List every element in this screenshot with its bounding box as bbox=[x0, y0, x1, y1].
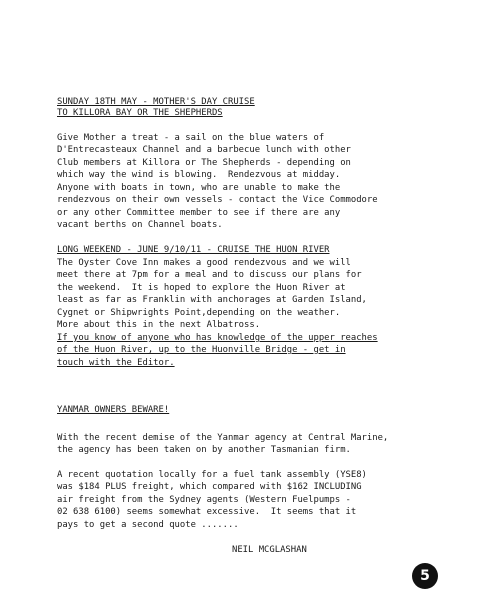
mothers-day-heading-line1: SUNDAY 18TH MAY - MOTHER'S DAY CRUISE bbox=[57, 97, 255, 107]
mothers-day-body-line: or any other Committee member to see if there are any bbox=[57, 208, 341, 218]
long-weekend-body-line: The Oyster Cove Inn makes a good rendezvous and we will bbox=[57, 258, 351, 268]
yanmar-para2-line: air freight from the Sydney agents (Western Fuelpumps - bbox=[57, 495, 351, 505]
yanmar-para2-line: was $184 PLUS freight, which compared with $162 INCLUDING bbox=[57, 482, 362, 492]
author-signature: NEIL MCGLASHAN bbox=[232, 545, 307, 555]
huon-knowledge-line: If you know of anyone who has knowledge of the upper reaches bbox=[57, 333, 378, 343]
yanmar-para1-line: With the recent demise of the Yanmar agency at Central Marine, bbox=[57, 433, 389, 443]
yanmar-para2-line: 02 638 6100) seems somewhat excessive. It seems that it bbox=[57, 507, 357, 517]
mothers-day-body-line: Club members at Killora or The Shepherds - depending on bbox=[57, 158, 351, 168]
mothers-day-body-line: which way the wind is blowing. Rendezvous at midday. bbox=[57, 170, 341, 180]
long-weekend-heading: LONG WEEKEND - JUNE 9/10/11 - CRUISE THE HUON RIVER bbox=[57, 245, 330, 255]
long-weekend-body-line: the weekend. It is hoped to explore the Huon River at bbox=[57, 283, 346, 293]
long-weekend-body-line: Cygnet or Shipwrights Point,depending on the weather. bbox=[57, 308, 341, 318]
yanmar-para2-line: A recent quotation locally for a fuel tank assembly (YSE8) bbox=[57, 470, 367, 480]
huon-knowledge-line: of the Huon River, up to the Huonville Bridge - get in bbox=[57, 345, 346, 355]
yanmar-para1-line: the agency has been taken on by another Tasmanian firm. bbox=[57, 445, 351, 455]
mothers-day-body-line: D'Entrecasteaux Channel and a barbecue lunch with other bbox=[57, 145, 351, 155]
mothers-day-body-line: vacant berths on Channel boats. bbox=[57, 220, 223, 230]
long-weekend-body-line: least as far as Franklin with anchorages at Garden Island, bbox=[57, 295, 367, 305]
yanmar-para2-line: pays to get a second quote ....... bbox=[57, 520, 239, 530]
long-weekend-body-line: More about this in the next Albatross. bbox=[57, 320, 261, 330]
yanmar-heading: YANMAR OWNERS BEWARE! bbox=[57, 405, 170, 415]
mothers-day-body-line: Give Mother a treat - a sail on the blue waters of bbox=[57, 133, 325, 143]
page-number-badge: 5 bbox=[412, 563, 438, 589]
mothers-day-body-line: Anyone with boats in town, who are unable to make the bbox=[57, 183, 341, 193]
long-weekend-body-line: meet there at 7pm for a meal and to discuss our plans for bbox=[57, 270, 362, 280]
mothers-day-body-line: rendezvous on their own vessels - contact the Vice Commodore bbox=[57, 195, 378, 205]
mothers-day-heading-line2: TO KILLORA BAY OR THE SHEPHERDS bbox=[57, 108, 223, 118]
huon-knowledge-line: touch with the Editor. bbox=[57, 358, 175, 368]
